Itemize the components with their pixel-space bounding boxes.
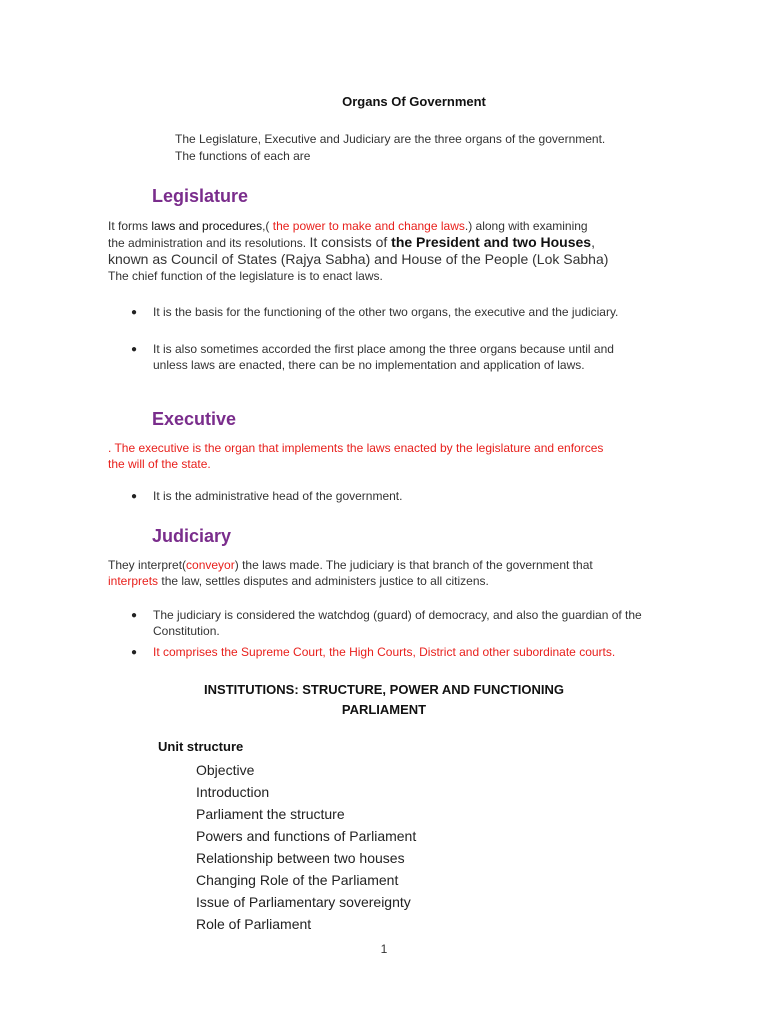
legislature-chief-function: The chief function of the legislature is to enact laws. bbox=[108, 269, 383, 283]
page-number: 1 bbox=[380, 942, 388, 956]
bullet-icon: ● bbox=[131, 307, 138, 318]
intro-line-2: The functions of each are bbox=[175, 149, 311, 163]
legislature-text: , bbox=[591, 234, 595, 250]
legislature-paragraph bbox=[108, 218, 668, 284]
bullet-icon: ● bbox=[131, 610, 138, 621]
legislature-heading: Legislature bbox=[152, 186, 249, 206]
bullet-text: It comprises the Supreme Court, the High Courts, District and other subordinate courts. bbox=[153, 645, 616, 659]
legislature-text: It forms bbox=[108, 219, 152, 233]
list-item: Issue of Parliamentary sovereignty bbox=[196, 894, 411, 910]
judiciary-text: the law, settles disputes and administers justice to all citizens. bbox=[158, 574, 489, 588]
bullet-text: The judiciary is considered the watchdog (guard) of democracy, and also the guardian of the Constitution. bbox=[153, 608, 642, 638]
bullet-icon: ● bbox=[131, 344, 138, 355]
list-item: Parliament the structure bbox=[196, 806, 345, 822]
legislature-text: .) along with examining bbox=[464, 219, 588, 233]
legislature-text: It consists of bbox=[309, 234, 392, 250]
judiciary-highlight: interprets bbox=[108, 574, 159, 588]
legislature-bullet-1 bbox=[131, 305, 651, 321]
intro-line-1: The Legislature, Executive and Judiciary are the three organs of the government. bbox=[175, 132, 606, 146]
list-item: Changing Role of the Parliament bbox=[196, 872, 399, 888]
list-item: Objective bbox=[196, 762, 255, 778]
list-item: Role of Parliament bbox=[196, 916, 312, 932]
intro-paragraph bbox=[175, 131, 675, 165]
list-item: Powers and functions of Parliament bbox=[196, 828, 417, 844]
legislature-text-laws: laws and procedures bbox=[151, 219, 263, 233]
legislature-bullet-2 bbox=[131, 342, 651, 373]
document-title: Organs Of Government bbox=[342, 94, 486, 109]
judiciary-text: They interpret( bbox=[108, 558, 187, 572]
executive-paragraph: . The executive is the organ that implements the laws enacted by the legislature and enforces the will of the state. bbox=[108, 441, 604, 471]
bullet-text: It is the basis for the functioning of the other two organs, the executive and the judiciary. bbox=[153, 305, 619, 319]
list-item: Introduction bbox=[196, 784, 270, 800]
legislature-text: ,( bbox=[262, 219, 273, 233]
judiciary-text: ) the laws made. The judiciary is that branch of the government that bbox=[234, 558, 593, 572]
unit-structure-list bbox=[196, 759, 416, 935]
legislature-houses-text: known as Council of States (Rajya Sabha) and House of the People (Lok Sabha) bbox=[108, 251, 609, 267]
executive-bullet-1 bbox=[131, 489, 651, 505]
judiciary-paragraph bbox=[108, 557, 668, 589]
judiciary-bullet-2 bbox=[131, 645, 651, 661]
executive-heading: Executive bbox=[152, 409, 237, 429]
institutions-title: INSTITUTIONS: STRUCTURE, POWER AND FUNCTIONING bbox=[204, 682, 564, 697]
judiciary-heading: Judiciary bbox=[152, 526, 232, 546]
legislature-bold-text: the President and two Houses bbox=[391, 234, 592, 250]
parliament-title: PARLIAMENT bbox=[341, 702, 427, 717]
bullet-text: It is the administrative head of the government. bbox=[153, 489, 403, 503]
bullet-text: It is also sometimes accorded the first place among the three organs because until and unless laws are enacted, there can be no implementation and application of laws. bbox=[153, 342, 614, 372]
legislature-text: the administration and its resolutions. bbox=[108, 236, 310, 250]
unit-structure-heading: Unit structure bbox=[158, 739, 244, 754]
list-item: Relationship between two houses bbox=[196, 850, 405, 866]
bullet-icon: ● bbox=[131, 647, 138, 658]
legislature-highlight: the power to make and change laws bbox=[272, 219, 465, 233]
bullet-icon: ● bbox=[131, 491, 138, 502]
judiciary-bullet-1 bbox=[131, 608, 651, 639]
judiciary-highlight: conveyor bbox=[186, 558, 235, 572]
